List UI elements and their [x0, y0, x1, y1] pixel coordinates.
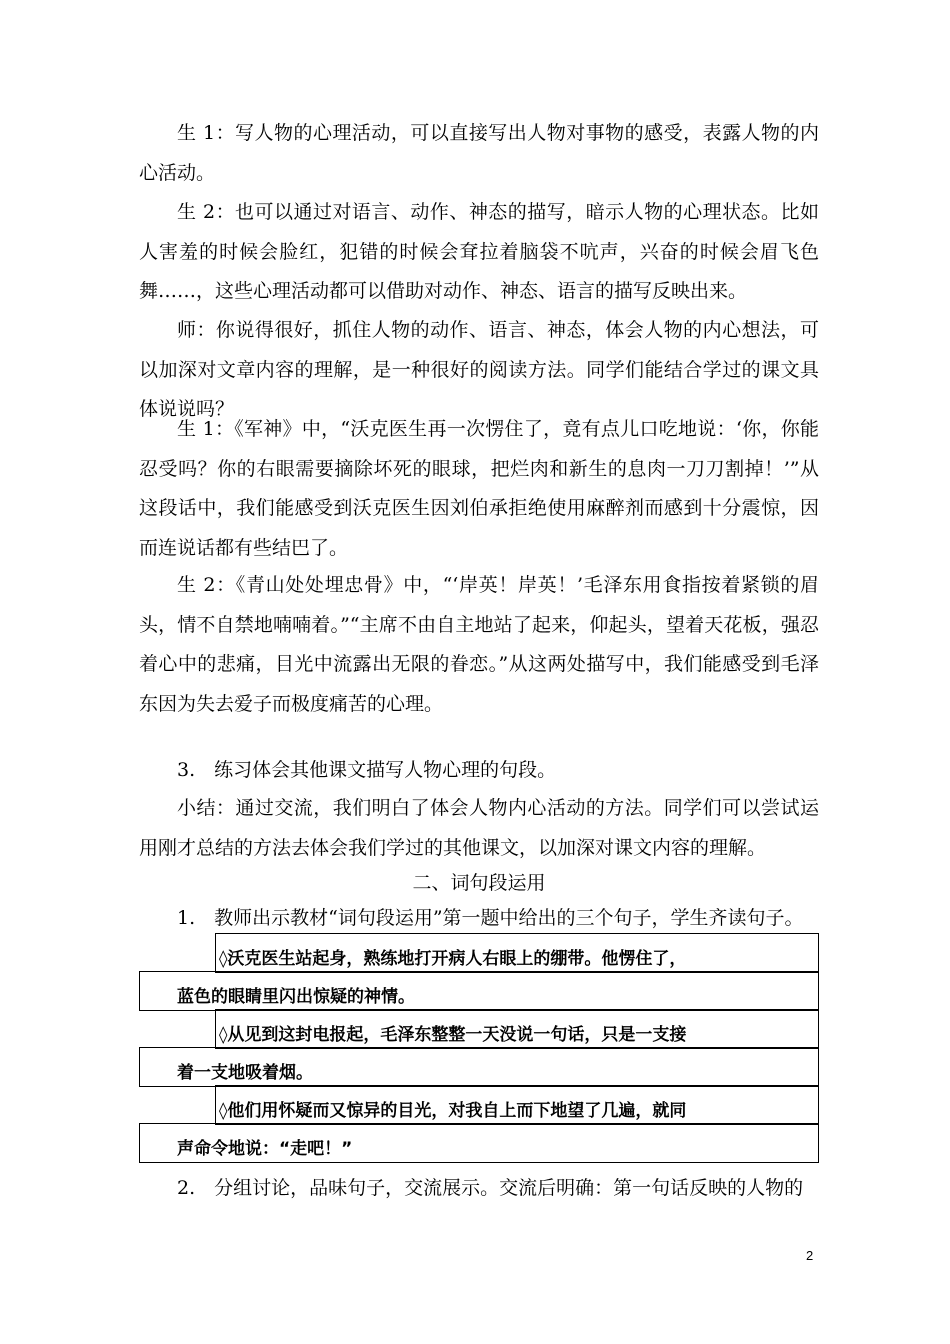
paragraph-student1-psychology: 生 1：写人物的心理活动，可以直接写出人物对事物的感受，表露人物的内心活动。 [139, 122, 819, 184]
item-3: 3. 练习体会其他课文描写人物心理的句段。 [177, 759, 557, 781]
summary-paragraph: 小结：通过交流，我们明白了体会人物内心活动的方法。同学们可以尝试运用刚才总结的方法去体会我们学过的其他课文，以加深对课文内容的理解。 [139, 797, 819, 859]
paragraph-student1-junshen: 生 1：《军神》中，“沃克医生再一次愣住了，竟有点儿口吃地说：‘你，你能忍受吗？你的右眼需要摘除坏死的眼球，把烂肉和新生的息肉一刀刀割掉！’”从这段话中，我们能感受到沃克医生因刘伯承拒绝使用麻醉剂而感到十分震惊，因而连说话都有些结巴了。 [139, 418, 819, 559]
quote-1-line-2: 蓝色的眼睛里闪出惊疑的神情。 [177, 987, 415, 1007]
quote-1-line-1: ◊沃克医生站起身，熟练地打开病人右眼上的绷带。他愣住了， [219, 949, 687, 969]
item-2: 2. 分组讨论，品味句子，交流展示。交流后明确：第一句话反映的人物的 [177, 1177, 804, 1199]
section-heading: 二、词句段运用 [412, 872, 546, 894]
page-number: 2 [806, 1248, 814, 1263]
item-1: 1. 教师出示教材“词句段运用”第一题中给出的三个句子，学生齐读句子。 [177, 907, 804, 929]
quote-2-line-1: ◊从见到这封电报起，毛泽东整整一天没说一句话，只是一支接 [219, 1025, 687, 1045]
quote-3-line-2: 声命令地说：“走吧！” [177, 1139, 353, 1159]
quote-3-line-1: ◊他们用怀疑而又惊异的目光，对我自上而下地望了几遍，就同 [219, 1101, 687, 1121]
paragraph-teacher-comment: 师：你说得很好，抓住人物的动作、语言、神态，体会人物的内心想法，可以加深对文章内容的理解，是一种很好的阅读方法。同学们能结合学过的课文具体说说吗？ [139, 319, 819, 420]
paragraph-student2-description: 生 2：也可以通过对语言、动作、神态的描写，暗示人物的心理状态。比如人害羞的时候会脸红，犯错的时候会耷拉着脑袋不吭声，兴奋的时候会眉飞色舞……，这些心理活动都可以借助对动作、神态、语言的描写反映出来。 [139, 201, 819, 302]
quote-box [139, 933, 819, 1163]
quote-2-line-2: 着一支地吸着烟。 [177, 1063, 313, 1083]
paragraph-student2-qingshan: 生 2：《青山处处埋忠骨》中，“‘岸英！岸英！’毛泽东用食指按着紧锁的眉头，情不自禁地喃喃着。”“主席不由自主地站了起来，仰起头，望着天花板，强忍着心中的悲痛，目光中流露出无限的眷恋。”从这两处描写中，我们能感受到毛泽东因为失去爱子而极度痛苦的心理。 [139, 574, 819, 715]
